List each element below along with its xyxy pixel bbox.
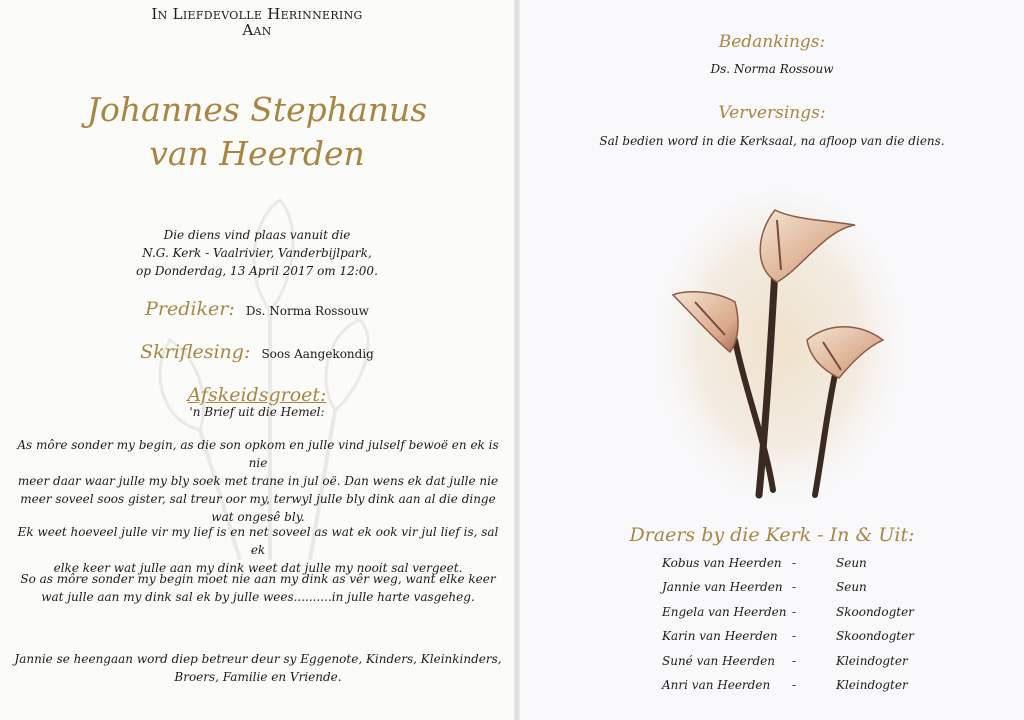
list-item — [662, 556, 962, 580]
bearer-name: Suné van Heerden — [662, 653, 775, 668]
closing-line-2: Broers, Familie en Vriende. — [174, 670, 342, 684]
verversings-heading: Verversings: — [718, 103, 826, 123]
skriflesing-value: Soos Aangekondig — [261, 347, 374, 361]
verversings-value: Sal bedien word in die Kerksaal, na afloop van die diens. — [599, 134, 945, 148]
poem-stanza-2 — [14, 523, 502, 577]
draers-heading: Draers by die Kerk - In & Uit: — [629, 524, 915, 546]
name-line-1: Johannes Stephanus — [86, 90, 428, 129]
prediker-value: Ds. Norma Rossouw — [245, 304, 369, 318]
calla-lily-icon — [655, 190, 905, 510]
poem-line: So as môre sonder my begin moet nie aan my dink as vêr weg, want elke keer — [20, 572, 496, 586]
bearer-separator: - — [792, 604, 797, 619]
poem-line: Ek weet hoeveel julle vir my lief is en net soveel as wat ek ook vir jul lief is, sal ek — [17, 525, 499, 557]
list-item — [662, 654, 962, 678]
bearer-name: Karin van Heerden — [662, 629, 778, 644]
bedankings-heading: Bedankings: — [718, 32, 826, 52]
poem-line: meer daar waar julle my bly soek met trane in jul oë. Dan wens ek dat julle nie — [17, 474, 499, 488]
bearer-name: Anri van Heerden — [662, 677, 771, 692]
afskeidsgroet-heading: Afskeidsgroet: — [187, 384, 327, 406]
bearer-relation: Kleindogter — [836, 653, 908, 668]
deceased-name — [0, 88, 514, 176]
header-line-2: Aan — [242, 21, 272, 39]
memorial-header — [0, 6, 514, 38]
bedankings-value: Ds. Norma Rossouw — [710, 62, 834, 76]
bearer-separator: - — [792, 677, 797, 692]
poem-stanza-1 — [14, 436, 502, 526]
bearer-separator: - — [792, 580, 797, 595]
bearer-separator: - — [792, 629, 797, 644]
bearer-relation: Kleindogter — [836, 677, 908, 692]
name-line-2: van Heerden — [149, 134, 365, 173]
bearer-separator: - — [792, 653, 797, 668]
bearer-relation: Seun — [836, 580, 867, 595]
list-item — [662, 580, 962, 604]
poem-line: elke keer wat julle aan my dink weet dat julle my nooit sal vergeet. — [53, 561, 463, 575]
bearer-list — [662, 556, 962, 702]
service-line-2: N.G. Kerk - Vaalrivier, Vanderbijlpark, — [142, 246, 372, 260]
poem-line: As môre sonder my begin, as die son opkom en julle vind julself bewoë en ek is nie — [17, 438, 499, 470]
letter-title: 'n Brief uit die Hemel: — [189, 405, 325, 419]
poem-line: meer soveel soos gister, sal treur oor my, terwyl julle bly dink aan al die dinge — [20, 492, 496, 506]
closing-message — [14, 650, 502, 686]
bearer-separator: - — [792, 556, 797, 570]
poem-stanza-3 — [14, 570, 502, 606]
service-line-1: Die diens vind plaas vanuit die — [163, 228, 351, 242]
bearer-name: Jannie van Heerden — [662, 580, 783, 595]
header-line-1: In Liefdevolle Herinnering — [151, 5, 363, 23]
service-details — [0, 226, 514, 280]
bearer-relation: Skoondogter — [836, 629, 914, 644]
service-line-3: op Donderdag, 13 April 2017 om 12:00. — [136, 264, 378, 278]
poem-line: wat julle aan my dink sal ek by julle wees..........in julle harte vasgeheg. — [41, 590, 475, 604]
prediker-label: Prediker: — [145, 298, 235, 320]
bearer-name: Engela van Heerden — [662, 604, 787, 619]
list-item — [662, 678, 962, 702]
prediker-row — [0, 298, 514, 320]
poem-line: wat ongesê bly. — [211, 510, 305, 524]
bearer-relation: Skoondogter — [836, 604, 914, 619]
closing-line-1: Jannie se heengaan word diep betreur deur sy Eggenote, Kinders, Kleinkinders, — [14, 652, 502, 666]
skriflesing-row — [0, 341, 514, 363]
list-item — [662, 605, 962, 629]
bearer-name: Kobus van Heerden — [662, 556, 782, 570]
bearer-relation: Seun — [836, 556, 867, 570]
list-item — [662, 629, 962, 653]
skriflesing-label: Skriflesing: — [140, 341, 251, 363]
